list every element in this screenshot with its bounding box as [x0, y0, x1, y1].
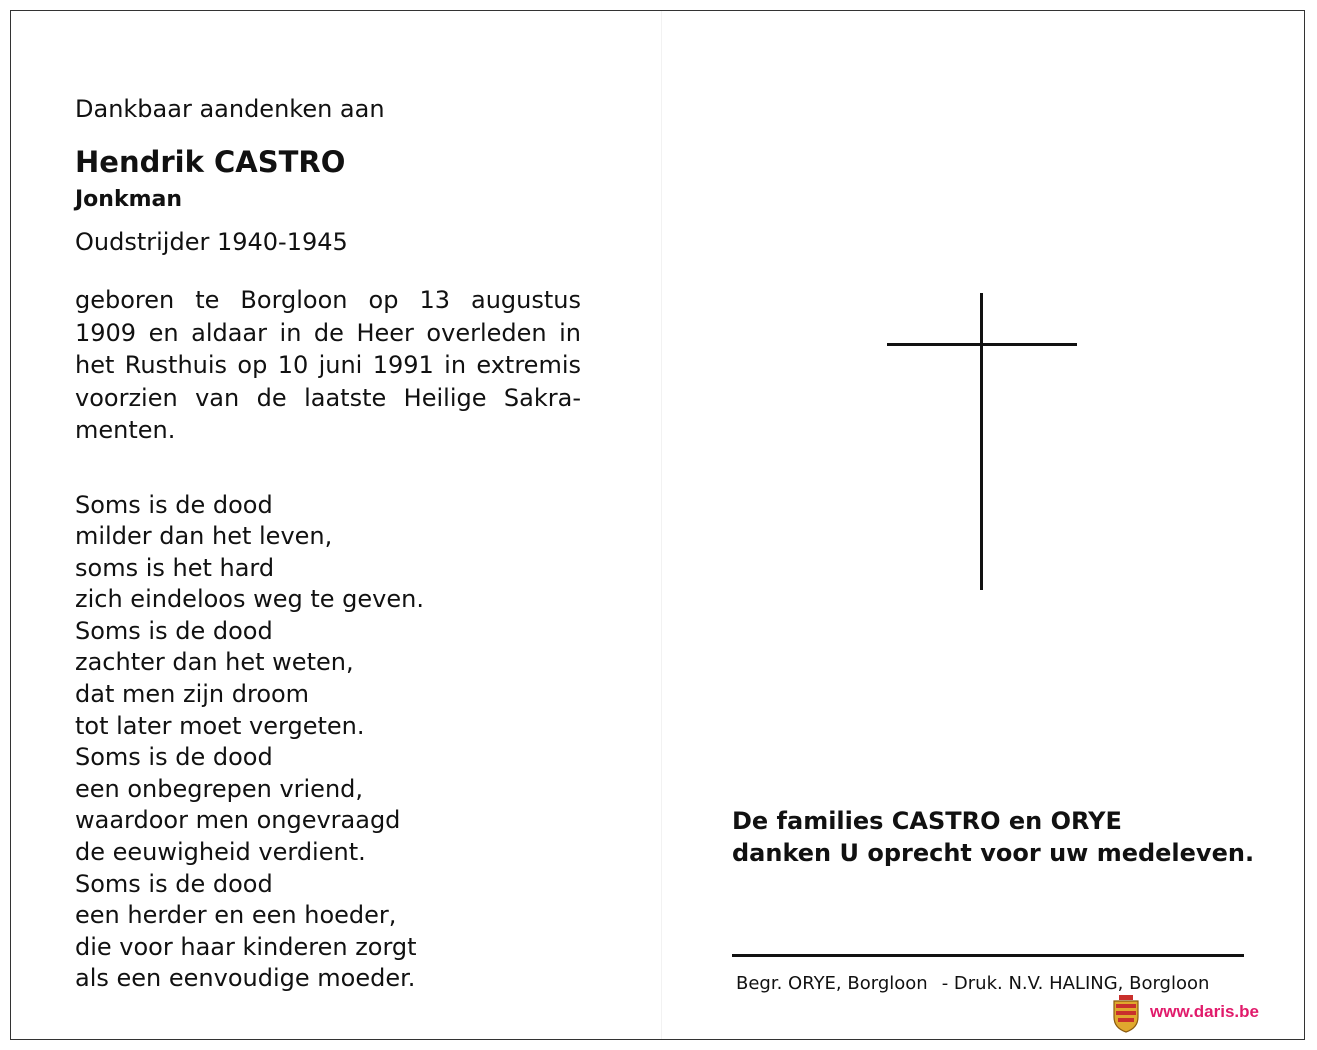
card-fold — [661, 11, 662, 1039]
poem-line: milder dan het leven, — [75, 522, 333, 551]
poem-line: tot later moet vergeten. — [75, 711, 365, 740]
intro-text: Dankbaar aandenken aan — [75, 95, 385, 123]
undertaker-credit: Begr. ORYE, Borgloon — [736, 973, 928, 994]
poem-line: als een eenvoudige moeder. — [75, 964, 416, 993]
printer-credits — [736, 973, 1209, 994]
cross-vertical-bar — [980, 293, 983, 590]
poem-line: soms is het hard — [75, 553, 275, 582]
biography: geboren te Borgloon op 13 augustus 1909 en aldaar in de Heer overleden in het Rusthuis op 10 juni 1991 in extremis voorzien van de laatste Heilige Sakra-menten. — [75, 286, 581, 444]
poem-line: een herder en een hoeder, — [75, 901, 397, 930]
watermark-link[interactable]: www.daris.be — [1150, 1002, 1259, 1021]
crest-icon — [1112, 995, 1140, 1033]
poem-line: Soms is de dood — [75, 616, 273, 645]
poem-line: de eeuwigheid verdient. — [75, 838, 366, 867]
thanks-message — [732, 805, 1254, 869]
poem-line: zachter dan het weten, — [75, 648, 354, 677]
left-panel — [75, 95, 595, 995]
poem-line: Soms is de dood — [75, 490, 273, 519]
poem-line: zich eindeloos weg te geven. — [75, 585, 424, 614]
veteran-line: Oudstrijder 1940-1945 — [75, 228, 348, 256]
thanks-line: danken U oprecht voor uw medeleven. — [732, 839, 1255, 867]
deceased-subtitle: Jonkman — [75, 187, 183, 212]
poem-line: waardoor men ongevraagd — [75, 806, 401, 835]
poem-line: een onbegrepen vriend, — [75, 774, 364, 803]
deceased-name: Hendrik CASTRO — [75, 145, 346, 179]
printer-credit: - Druk. N.V. HALING, Borgloon — [941, 973, 1210, 994]
memorial-card — [10, 10, 1305, 1040]
poem-line: dat men zijn droom — [75, 680, 310, 709]
poem — [75, 490, 595, 996]
poem-line: die voor haar kinderen zorgt — [75, 932, 417, 961]
poem-line: Soms is de dood — [75, 743, 273, 772]
cross-horizontal-bar — [887, 343, 1077, 346]
poem-line: Soms is de dood — [75, 869, 273, 898]
thanks-line: De families CASTRO en ORYE — [732, 807, 1122, 835]
footer-divider — [732, 954, 1244, 957]
